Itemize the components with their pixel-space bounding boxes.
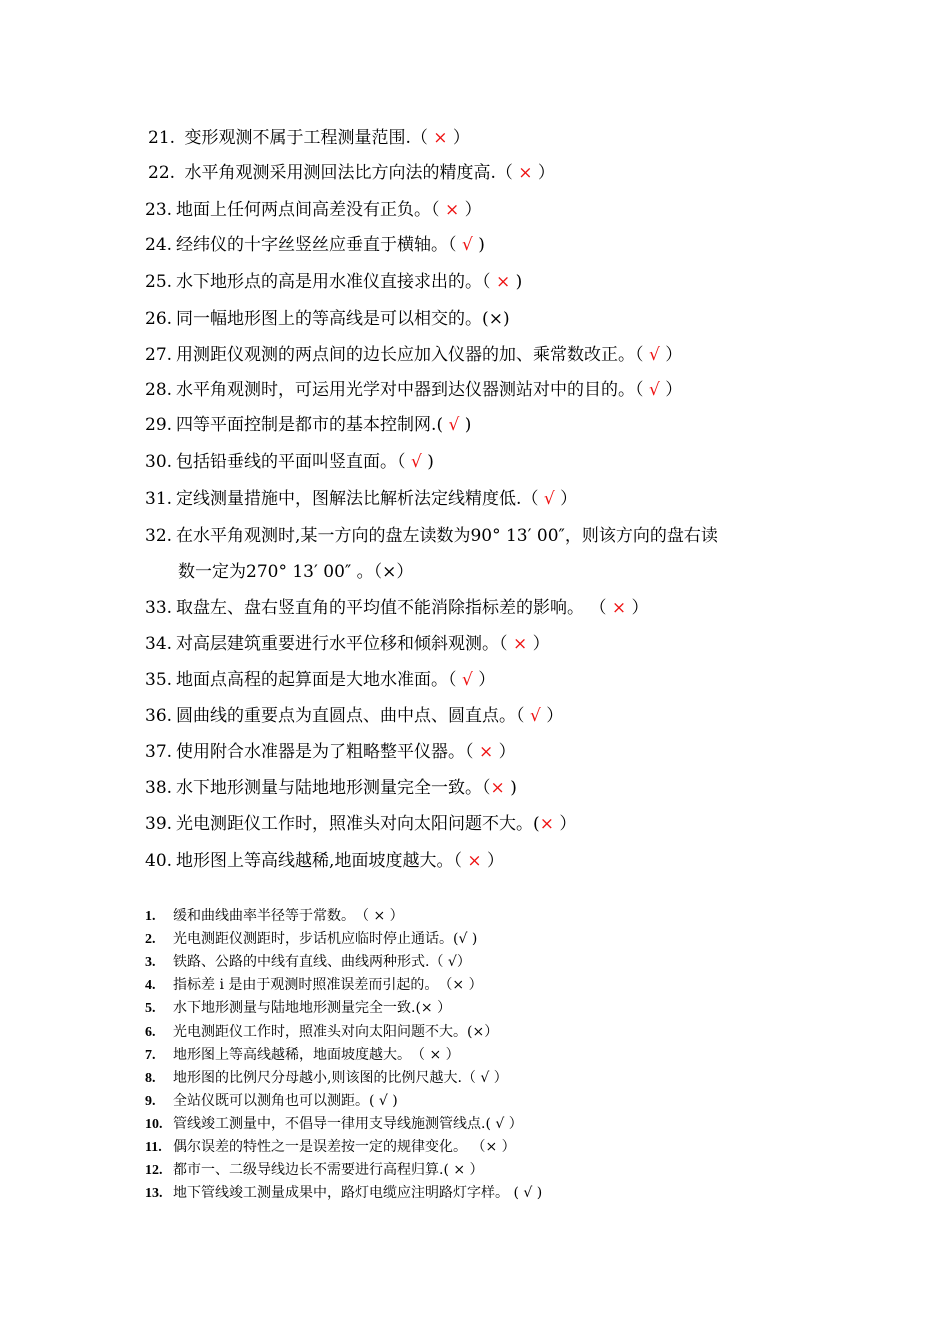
answer-true-mark: √ bbox=[648, 380, 660, 400]
answer-close-paren: ） bbox=[456, 954, 471, 971]
answer-open-paren: ( bbox=[443, 1162, 454, 1179]
question-item bbox=[145, 1024, 498, 1041]
answer-true-mark: √ bbox=[410, 452, 422, 472]
answer-open-paren: （ bbox=[495, 163, 519, 183]
question-number: 4. bbox=[145, 978, 156, 994]
answer-true-mark: √ bbox=[378, 1092, 388, 1109]
answer-close-paren: ） bbox=[493, 742, 516, 762]
answer-true-mark: √ bbox=[543, 489, 555, 509]
answer-close-paren: ) bbox=[510, 272, 523, 292]
answer-open-paren: （ bbox=[431, 200, 445, 220]
answer-open-paren: ( bbox=[533, 814, 540, 834]
question-item bbox=[145, 200, 482, 220]
answer-close-paren: ） bbox=[504, 1115, 523, 1132]
answer-open-paren: ( bbox=[485, 1115, 496, 1132]
answer-false-mark: × bbox=[488, 309, 503, 329]
question-text: 包括铅垂线的平面叫竖直面。 bbox=[176, 452, 398, 472]
answer-close-paren: ） bbox=[459, 200, 482, 220]
question-number: 34. bbox=[145, 634, 173, 654]
answer-true-mark: √ bbox=[529, 706, 541, 726]
answer-open-paren: （ bbox=[635, 345, 649, 365]
answer-false-mark: × bbox=[467, 851, 482, 871]
question-item bbox=[145, 1000, 451, 1017]
question-item bbox=[145, 908, 404, 925]
question-text: 全站仪既可以测角也可以测距。 bbox=[173, 1092, 369, 1109]
question-number: 9. bbox=[145, 1093, 156, 1109]
answer-open-paren: （ bbox=[355, 908, 374, 924]
answer-close-paren: ） bbox=[396, 562, 414, 582]
question-text: 光电测距仪工作时，照准头对向太阳问题不大。 bbox=[173, 1023, 467, 1040]
question-number: 39. bbox=[145, 814, 173, 834]
answer-false-mark: × bbox=[611, 598, 627, 618]
answer-close-paren: ) bbox=[467, 931, 478, 948]
answer-false-mark: × bbox=[478, 742, 494, 762]
question-number: 3. bbox=[145, 955, 156, 971]
answer-open-paren: （ bbox=[397, 452, 411, 472]
question-number: 31. bbox=[145, 489, 173, 509]
question-item bbox=[148, 128, 470, 148]
question-number: 21. bbox=[148, 128, 176, 148]
question-number: 32. bbox=[145, 526, 173, 546]
answer-close-paren: ） bbox=[447, 128, 470, 148]
question-item bbox=[145, 598, 649, 618]
question-text: 地形图的比例尺分母越小,则该图的比例尺越大. bbox=[173, 1069, 462, 1086]
answer-open-paren: （ bbox=[467, 1139, 486, 1155]
question-number: 27. bbox=[145, 345, 173, 365]
question-item bbox=[145, 345, 682, 365]
question-text: 水平角观测采用测回法比方向法的精度高. bbox=[179, 163, 496, 183]
question-item bbox=[145, 380, 682, 400]
question-number: 22. bbox=[148, 163, 176, 183]
question-item bbox=[145, 778, 517, 798]
answer-true-mark: √ bbox=[448, 415, 460, 435]
answer-false-mark: × bbox=[495, 272, 511, 292]
answer-open-paren: （ bbox=[516, 706, 530, 726]
answer-true-mark: √ bbox=[447, 954, 457, 971]
answer-false-mark: × bbox=[452, 977, 465, 994]
question-item bbox=[145, 1185, 542, 1202]
question-item bbox=[145, 235, 485, 255]
answer-false-mark: × bbox=[512, 634, 528, 654]
question-text: 地形图上等高线越稀，地面坡度越大。 bbox=[173, 1046, 411, 1063]
question-item bbox=[145, 851, 504, 871]
question-text: 铁路、公路的中线有直线、曲线两种形式. bbox=[173, 954, 430, 971]
question-item bbox=[145, 634, 550, 654]
question-text: 缓和曲线曲率半径等于常数。 bbox=[173, 908, 355, 924]
answer-close-paren: ） bbox=[484, 1023, 499, 1040]
answer-close-paren: ) bbox=[421, 452, 434, 472]
question-text: 光电测距仪测距时，步话机应临时停止通话。 bbox=[173, 931, 453, 948]
question-text: 数一定为270° 13′ 00″ 。 bbox=[178, 562, 374, 582]
question-item bbox=[145, 489, 577, 509]
answer-close-paren: ) bbox=[504, 778, 517, 798]
answer-true-mark: √ bbox=[495, 1115, 505, 1132]
answer-open-paren: （ bbox=[410, 128, 434, 148]
question-text: 水平角观测时，可运用光学对中器到达仪器测站对中的目的。 bbox=[176, 380, 636, 400]
question-text: 指标差 i 是由于观测时照准误差而引起的。 bbox=[173, 977, 439, 994]
answer-open-paren: （ bbox=[411, 1046, 430, 1063]
question-number: 12. bbox=[145, 1163, 163, 1179]
question-text: 都市一、二级导线边长不需要进行高程归算. bbox=[173, 1162, 444, 1179]
answer-close-paren: ） bbox=[385, 908, 404, 924]
question-number: 29. bbox=[145, 415, 173, 435]
question-number: 38. bbox=[145, 778, 173, 798]
answer-close-paren: ） bbox=[554, 489, 578, 509]
question-item bbox=[145, 977, 483, 994]
question-number: 1. bbox=[145, 909, 156, 924]
answer-true-mark: √ bbox=[458, 931, 468, 948]
answer-false-mark: × bbox=[472, 1023, 485, 1040]
answer-close-paren: ） bbox=[532, 163, 555, 183]
answer-close-paren: ） bbox=[464, 977, 483, 994]
answer-open-paren: ( bbox=[467, 1023, 473, 1040]
answer-open-paren: （ bbox=[482, 272, 496, 292]
answer-open-paren: ( bbox=[482, 309, 489, 329]
answer-close-paren: ) bbox=[472, 235, 485, 255]
question-number: 40. bbox=[145, 851, 173, 871]
answer-false-mark: × bbox=[433, 128, 448, 148]
question-number: 6. bbox=[145, 1024, 156, 1040]
answer-false-mark: × bbox=[373, 908, 386, 924]
answer-false-mark: × bbox=[453, 1162, 466, 1179]
answer-close-paren: ） bbox=[489, 1069, 508, 1086]
question-item bbox=[145, 1093, 398, 1110]
question-number: 37. bbox=[145, 742, 173, 762]
question-item bbox=[145, 1162, 484, 1179]
question-item bbox=[145, 670, 495, 690]
answer-false-mark: × bbox=[539, 814, 554, 834]
answer-open-paren: （ bbox=[635, 380, 649, 400]
question-number: 24. bbox=[145, 235, 173, 255]
question-text: 水下地形测量与陆地地形测量完全一致。 bbox=[176, 778, 483, 798]
question-text: 地面上任何两点间高差没有正负。 bbox=[176, 200, 432, 220]
question-item bbox=[145, 814, 576, 834]
answer-true-mark: √ bbox=[461, 235, 473, 255]
answer-false-mark: × bbox=[382, 562, 397, 582]
question-text: 在水平角观测时,某一方向的盘左读数为90° 13′ 00″，则该方向的盘右读 bbox=[176, 526, 718, 546]
question-item bbox=[145, 415, 471, 435]
question-item bbox=[148, 163, 555, 183]
question-item bbox=[145, 931, 477, 948]
question-number: 10. bbox=[145, 1116, 163, 1132]
question-item bbox=[145, 706, 563, 726]
answer-true-mark: √ bbox=[480, 1069, 490, 1086]
answer-close-paren: ） bbox=[441, 1046, 460, 1063]
question-number: 25. bbox=[145, 272, 173, 292]
question-text: 地形图上等高线越稀,地面坡度越大。 bbox=[176, 851, 454, 871]
question-item bbox=[178, 562, 413, 582]
answer-false-mark: × bbox=[429, 1046, 442, 1063]
answer-true-mark: √ bbox=[461, 670, 473, 690]
answer-open-paren: （ bbox=[453, 851, 468, 871]
answer-close-paren: ） bbox=[497, 1139, 516, 1155]
question-number: 7. bbox=[145, 1047, 156, 1063]
question-number: 36. bbox=[145, 706, 173, 726]
answer-close-paren: ） bbox=[553, 814, 577, 834]
answer-false-mark: × bbox=[444, 200, 460, 220]
answer-open-paren: （ bbox=[461, 1069, 481, 1086]
question-item bbox=[145, 452, 434, 472]
answer-close-paren: ） bbox=[659, 345, 683, 365]
answer-close-paren: ) bbox=[502, 309, 510, 329]
question-item bbox=[145, 272, 522, 292]
answer-close-paren: ） bbox=[465, 1162, 484, 1179]
question-item bbox=[145, 309, 510, 329]
answer-close-paren: ） bbox=[527, 634, 550, 654]
question-number: 2. bbox=[145, 932, 156, 948]
question-text: 变形观测不属于工程测量范围. bbox=[179, 128, 411, 148]
question-text: 对高层建筑重要进行水平位移和倾斜观测。 bbox=[176, 634, 500, 654]
question-number: 30. bbox=[145, 452, 173, 472]
question-text: 光电测距仪工作时，照准头对向太阳问题不大。 bbox=[176, 814, 534, 834]
question-text: 经纬仪的十字丝竖丝应垂直于横轴。 bbox=[176, 235, 449, 255]
question-number: 35. bbox=[145, 670, 173, 690]
answer-open-paren: （ bbox=[482, 778, 491, 798]
answer-true-mark: √ bbox=[648, 345, 660, 365]
question-number: 23. bbox=[145, 200, 173, 220]
answer-open-paren: （ bbox=[521, 489, 544, 509]
question-number: 28. bbox=[145, 380, 173, 400]
question-number: 26. bbox=[145, 309, 173, 329]
answer-open-paren: （ bbox=[373, 562, 383, 582]
answer-open-paren: ( bbox=[415, 1000, 421, 1017]
question-number: 13. bbox=[145, 1186, 163, 1202]
question-text: 水下地形点的高是用水准仪直接求出的。 bbox=[176, 272, 483, 292]
answer-close-paren: ） bbox=[540, 706, 564, 726]
answer-open-paren: ( bbox=[436, 415, 449, 435]
answer-close-paren: ） bbox=[481, 851, 505, 871]
question-text: 四等平面控制是都市的基本控制网. bbox=[176, 415, 437, 435]
question-item bbox=[145, 1070, 508, 1087]
answer-open-paren: ( bbox=[509, 1185, 524, 1202]
question-item bbox=[145, 1116, 523, 1133]
question-text: 定线测量措施中，图解法比解析法定线精度低. bbox=[176, 489, 522, 509]
answer-close-paren: ) bbox=[532, 1185, 543, 1202]
question-text: 地下管线竣工测量成果中，路灯电缆应注明路灯字样。 bbox=[173, 1185, 509, 1202]
question-text: 同一幅地形图上的等高线是可以相交的。 bbox=[176, 309, 483, 329]
question-text: 地面点高程的起算面是大地水准面。 bbox=[176, 670, 449, 690]
answer-close-paren: ) bbox=[387, 1092, 398, 1109]
question-item bbox=[145, 742, 516, 762]
answer-open-paren: （ bbox=[448, 670, 462, 690]
answer-open-paren: （ bbox=[584, 598, 612, 618]
answer-close-paren: ) bbox=[459, 415, 472, 435]
answer-close-paren: ） bbox=[432, 1000, 452, 1017]
answer-open-paren: （ bbox=[429, 954, 448, 971]
question-text: 水下地形测量与陆地地形测量完全一致. bbox=[173, 1000, 416, 1017]
answer-open-paren: ( bbox=[369, 1092, 379, 1109]
question-text: 偶尔误差的特性之一是误差按一定的规律变化。 bbox=[173, 1139, 467, 1155]
answer-open-paren: ( bbox=[453, 931, 459, 948]
question-text: 取盘左、盘右竖直角的平均值不能消除指标差的影响。 bbox=[176, 598, 585, 618]
answer-true-mark: √ bbox=[523, 1185, 533, 1202]
question-text: 用测距仪观测的两点间的边长应加入仪器的加、乘常数改正。 bbox=[176, 345, 636, 365]
question-number: 33. bbox=[145, 598, 173, 618]
question-text: 管线竣工测量中，不倡导一律用支导线施测管线点. bbox=[173, 1115, 486, 1132]
question-number: 8. bbox=[145, 1070, 156, 1086]
answer-open-paren: （ bbox=[465, 742, 479, 762]
question-item bbox=[145, 1047, 460, 1064]
question-item bbox=[145, 526, 718, 546]
answer-open-paren: （ bbox=[448, 235, 462, 255]
answer-false-mark: × bbox=[490, 778, 505, 798]
answer-open-paren: （ bbox=[499, 634, 513, 654]
question-item bbox=[145, 1139, 516, 1156]
question-number: 11. bbox=[145, 1140, 162, 1155]
answer-false-mark: × bbox=[518, 163, 533, 183]
answer-close-paren: ） bbox=[659, 380, 683, 400]
answer-close-paren: ） bbox=[472, 670, 496, 690]
answer-false-mark: × bbox=[485, 1139, 498, 1155]
answer-close-paren: ） bbox=[626, 598, 649, 618]
question-text: 圆曲线的重要点为直圆点、曲中点、圆直点。 bbox=[176, 706, 517, 726]
question-text: 使用附合水准器是为了粗略整平仪器。 bbox=[176, 742, 466, 762]
question-number: 5. bbox=[145, 1001, 156, 1017]
answer-false-mark: × bbox=[420, 1000, 433, 1017]
question-item bbox=[145, 954, 471, 971]
answer-open-paren: （ bbox=[438, 977, 453, 994]
